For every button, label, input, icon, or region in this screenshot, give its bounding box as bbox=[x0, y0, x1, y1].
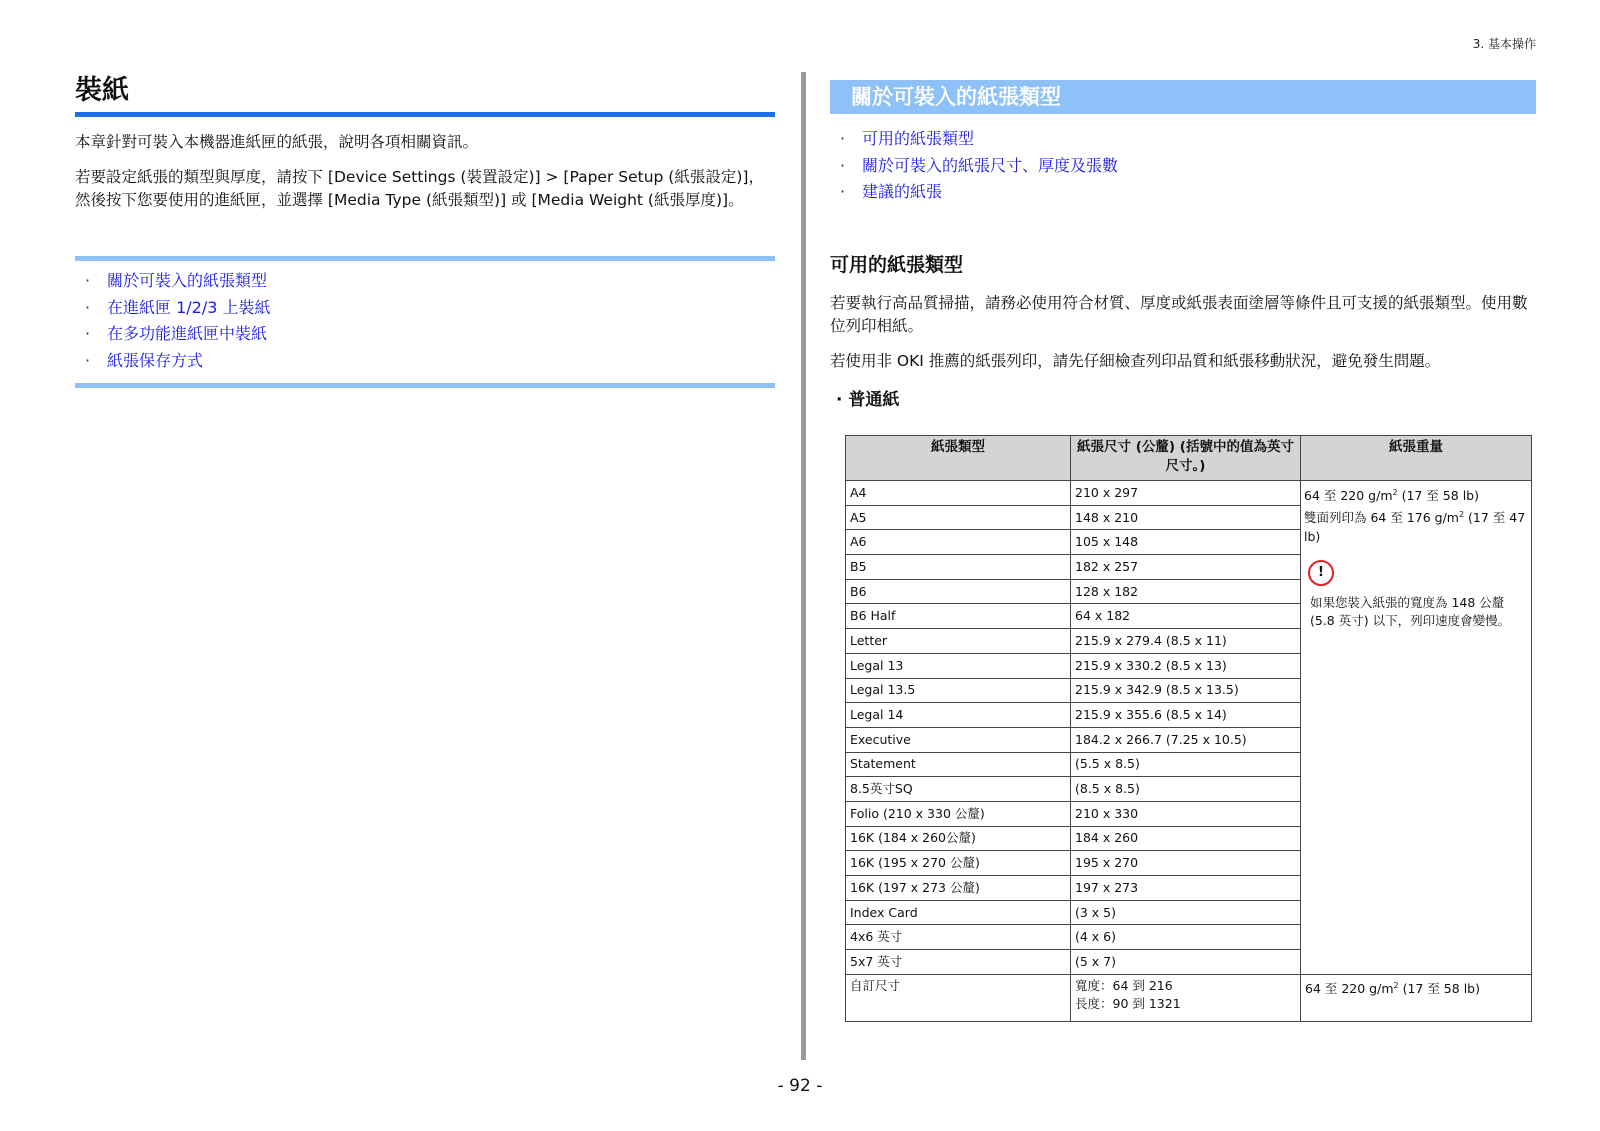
paper-size-cell: 184.2 x 266.7 (7.25 x 10.5) bbox=[1071, 727, 1301, 752]
toc-link-recommended[interactable]: · 建議的紙張 bbox=[830, 179, 1536, 206]
paper-size-cell: (5.5 x 8.5) bbox=[1071, 752, 1301, 777]
table-row-custom bbox=[846, 974, 1532, 1021]
paper-type-cell: 16K (197 x 273 公釐) bbox=[846, 876, 1071, 901]
paper-size-cell: (4 x 6) bbox=[1071, 925, 1301, 950]
paper-type-cell: A6 bbox=[846, 530, 1071, 555]
section-toc bbox=[830, 126, 1536, 206]
paper-size-cell: 64 x 182 bbox=[1071, 604, 1301, 629]
subsection-title: 可用的紙張類型 bbox=[830, 253, 964, 276]
paper-type-cell: A4 bbox=[846, 481, 1071, 506]
paper-size-cell: 105 x 148 bbox=[1071, 530, 1301, 555]
caution-icon: ! bbox=[1308, 560, 1334, 586]
left-column bbox=[75, 70, 775, 388]
toc-link-available-types[interactable]: · 可用的紙張類型 bbox=[830, 126, 1536, 153]
paper-size-cell: 195 x 270 bbox=[1071, 851, 1301, 876]
paper-size-cell: (3 x 5) bbox=[1071, 900, 1301, 925]
intro-paragraph: 本章針對可裝入本機器進紙匣的紙張，說明各項相關資訊。 bbox=[75, 133, 479, 151]
paper-type-cell: Legal 13 bbox=[846, 653, 1071, 678]
paper-type-cell: B6 Half bbox=[846, 604, 1071, 629]
page-title: 裝紙 bbox=[75, 75, 129, 106]
paper-size-cell: 148 x 210 bbox=[1071, 505, 1301, 530]
nav-link-mp-tray[interactable]: · 在多功能進紙匣中裝紙 bbox=[75, 321, 775, 348]
paper-type-cell: B5 bbox=[846, 555, 1071, 580]
page-number: - 92 - bbox=[777, 1076, 823, 1096]
paper-size-cell: (8.5 x 8.5) bbox=[1071, 777, 1301, 802]
nav-link-paper-types[interactable]: · 關於可裝入的紙張類型 bbox=[75, 268, 775, 295]
duplex-weight-range: 雙面列印為 64 至 176 $g/m^2$ (17 至 47 lb) bbox=[1304, 510, 1526, 545]
paper-type-cell: Folio (210 x 330 公釐) bbox=[846, 801, 1071, 826]
col-header-weight: 紙張重量 bbox=[1301, 436, 1532, 481]
paper-type-cell: 4x6 英寸 bbox=[846, 925, 1071, 950]
title-rule bbox=[75, 112, 775, 117]
paper-weight-cell bbox=[1301, 481, 1532, 975]
col-header-type: 紙張類型 bbox=[846, 436, 1071, 481]
column-divider bbox=[801, 72, 806, 1060]
paper-size-cell: 215.9 x 355.6 (8.5 x 14) bbox=[1071, 703, 1301, 728]
paper-type-cell: 自訂尺寸 bbox=[846, 974, 1071, 1021]
chapter-label: 3. 基本操作 bbox=[1472, 37, 1536, 51]
custom-width: 寬度：64 到 216 bbox=[1075, 977, 1173, 993]
paper-type-cell: Statement bbox=[846, 752, 1071, 777]
nav-link-paper-storage[interactable]: · 紙張保存方式 bbox=[75, 348, 775, 375]
paper-size-cell: 128 x 182 bbox=[1071, 579, 1301, 604]
paper-type-cell: Executive bbox=[846, 727, 1071, 752]
right-column bbox=[830, 80, 1536, 412]
paper-size-cell: 215.9 x 279.4 (8.5 x 11) bbox=[1071, 629, 1301, 654]
paper-type-cell: B6 bbox=[846, 579, 1071, 604]
paper-type-cell: Letter bbox=[846, 629, 1071, 654]
weight-range: 64 至 220 $g/m^2$ (17 至 58 lb) bbox=[1304, 488, 1479, 504]
paper-type-cell: A5 bbox=[846, 505, 1071, 530]
paper-size-cell: 210 x 330 bbox=[1071, 801, 1301, 826]
settings-paragraph: 若要設定紙張的類型與厚度，請按下 [Device Settings (裝置設定)] > [Paper Setup (紙張設定)]，然後按下您要使用的進紙匣，並選擇 [Media Type (紙張類型)] 或 [Media Weight (紙張厚度)]。 bbox=[75, 168, 764, 209]
non-oki-paragraph: 若使用非 OKI 推薦的紙張列印，請先仔細檢查列印品質和紙張移動狀況，避免發生問題。 bbox=[830, 351, 1441, 370]
paper-size-cell: 210 x 297 bbox=[1071, 481, 1301, 506]
toc-link-size-weight[interactable]: · 關於可裝入的紙張尺寸、厚度及張數 bbox=[830, 153, 1536, 180]
custom-length: 長度：90 到 1321 bbox=[1075, 995, 1181, 1011]
paper-type-cell: Legal 14 bbox=[846, 703, 1071, 728]
table-header-row bbox=[846, 436, 1532, 481]
nav-link-tray-123[interactable]: · 在進紙匣 1/2/3 上裝紙 bbox=[75, 295, 775, 322]
paper-size-cell: 215.9 x 342.9 (8.5 x 13.5) bbox=[1071, 678, 1301, 703]
paper-size-cell: 182 x 257 bbox=[1071, 555, 1301, 580]
quality-paragraph: 若要執行高品質掃描，請務必使用符合材質、厚度或紙張表面塗層等條件且可支援的紙張類型。使用數位列印相紙。 bbox=[830, 293, 1528, 335]
paper-type-cell: Legal 13.5 bbox=[846, 678, 1071, 703]
col-header-size: 紙張尺寸 (公釐) (括號中的值為英寸尺寸。) bbox=[1071, 436, 1301, 481]
table-row bbox=[846, 481, 1532, 506]
paper-size-cell: 215.9 x 330.2 (8.5 x 13) bbox=[1071, 653, 1301, 678]
paper-type-cell: 5x7 英寸 bbox=[846, 950, 1071, 975]
paper-type-cell: 8.5英寸SQ bbox=[846, 777, 1071, 802]
chapter-nav bbox=[75, 256, 775, 388]
paper-type-cell: 16K (184 x 260公釐) bbox=[846, 826, 1071, 851]
paper-type-cell: Index Card bbox=[846, 900, 1071, 925]
paper-weight-cell: 64 至 220 $g/m^2$ (17 至 58 lb) bbox=[1301, 974, 1532, 1021]
paper-size-cell bbox=[1071, 974, 1301, 1021]
caution-note: 如果您裝入紙張的寬度為 148 公釐 (5.8 英寸) 以下，列印速度會變慢。 bbox=[1310, 595, 1511, 629]
paper-size-cell: (5 x 7) bbox=[1071, 950, 1301, 975]
paper-table bbox=[845, 435, 1532, 1022]
plain-paper-heading: · 普通紙 bbox=[836, 389, 900, 410]
paper-size-cell: 184 x 260 bbox=[1071, 826, 1301, 851]
section-title: 關於可裝入的紙張類型 bbox=[830, 80, 1536, 114]
paper-type-cell: 16K (195 x 270 公釐) bbox=[846, 851, 1071, 876]
paper-size-cell: 197 x 273 bbox=[1071, 876, 1301, 901]
